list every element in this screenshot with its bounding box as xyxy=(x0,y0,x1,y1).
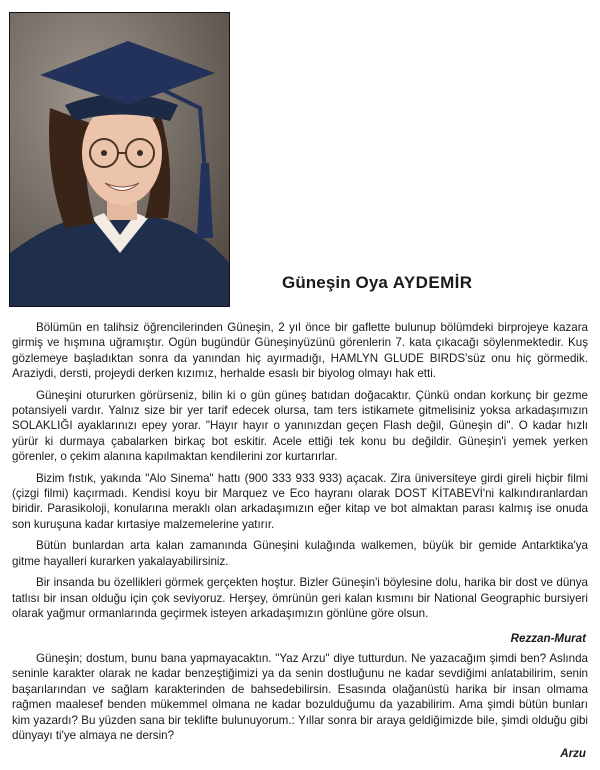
paragraph-3: Bizim fıstık, yakında "Alo Sinema" hattı (900 333 933 933) açacak. Zira üniversiteye girdi gireli hiçbir filmi (çizgi filmi) kaçırmadı. Kendisi koyu bir Marquez ve Eco hayranı olarak DOST KİTABEVİ'ni kalkındıranlardan biridir. Parasikoloji, konularına meraklı olan arkadaşımızın eğer kitap ve bot almaktan parası kalmış ise onuda son kuruşuna kadar kırtasiye malzemelerine yatırır. xyxy=(12,471,588,531)
signature-rezzan-murat: Rezzan-Murat xyxy=(510,632,586,645)
paragraph-4: Bütün bunlardan arta kalan zamanında Güneşini kulağında walkemen, büyük bir gemide Antarktika'ya gitme hayalleri kurarken yakalayabilirsiniz. xyxy=(12,539,588,568)
student-first-names: Güneşin Oya xyxy=(282,273,388,292)
paragraph-6: Güneşin; dostum, bunu bana yapmayacaktın. "Yaz Arzu" diye tutturdun. Ne yazacağım şimdi ben? Aslında seninle karakter olarak ne kadar benzeştiğimizi ya da senin dostluğunu ne kadar sevdiğimi anlatabilirim, senin başarılarından ve sağlam karakterinden de bahsedebilirsin. Esasında olağanüstü harika bir insan olmama rağmen maalesef benden mükemmel olmana ne kadar bozulduğumu da yazabilirim. Ama şimdi bütün bunları kim yazardı? Bu yüzden sana bir teklifte bulunuyorum.: Yıllar sonra bir araya geldiğimizde bile, şimdi olduğu gibi dünyayı ti'ye almaya ne dersin? xyxy=(12,652,588,743)
signature-arzu: Arzu xyxy=(560,747,586,760)
student-name xyxy=(282,273,472,293)
paragraph-5: Bir insanda bu özellikleri görmek gerçekten hoştur. Bizler Güneşin'i böylesine dolu, harika bir dost ve dünya tatlısı bir insan olduğu için çok seviyoruz. Herşey, ömrünün geri kalan kısmını bir National Geographic bursiyeri olarak yağmur ormanlarında geçirmek isteyen arkadaşımızın gönlüne göre olsun. xyxy=(12,576,588,620)
student-surname: AYDEMİR xyxy=(392,273,473,292)
arzu-note-section xyxy=(12,651,588,743)
paragraph-2: Güneşini otururken görürseniz, bilin ki o gün güneş batıdan doğacaktır. Çünkü ondan korkunç bir gezme potansiyeli vardır. Yalnız size bir yer tarif edecek olursa, tam ters istikamete gitmelisiniz yoksa arkadaşımızın SOLAKLIĞI ayaklarınızı epey yorar. "Hayır hayır o yanınızdan geçen Flash değil, Güneşin di". O kadar hızlı yürür ki durmaya çabalarken birkaç bot eskitir. Acele ettiği tek konu bu değildir. Güneşin'i yemek yerken görenler, o çekim alanına kapılmaktan kendilerini zor kurtarırlar. xyxy=(12,388,588,464)
paragraph-1: Bölümün en talihsiz öğrencilerinden Güneşin, 2 yıl önce bir gaflette bulunup bölümdeki birprojeye kazara girmiş ve hışmına uğramıştır. Ogün bugündür Güneşinyüzünü görenlerin 7. kata çıkacağı söylenmektedir. Kuş gözlemeye başladıktan sonra da yanından hiç ayırmadığı, HAMLYN GLUDE BIRDS'süz onu hiç görmedik. Araziydi, dersti, projeydi derken kızımız, herhalde esaslı bir biyolog olmayı hak etti. xyxy=(12,321,588,381)
friends-description-section xyxy=(12,320,588,621)
graduation-portrait-photo xyxy=(9,12,230,307)
